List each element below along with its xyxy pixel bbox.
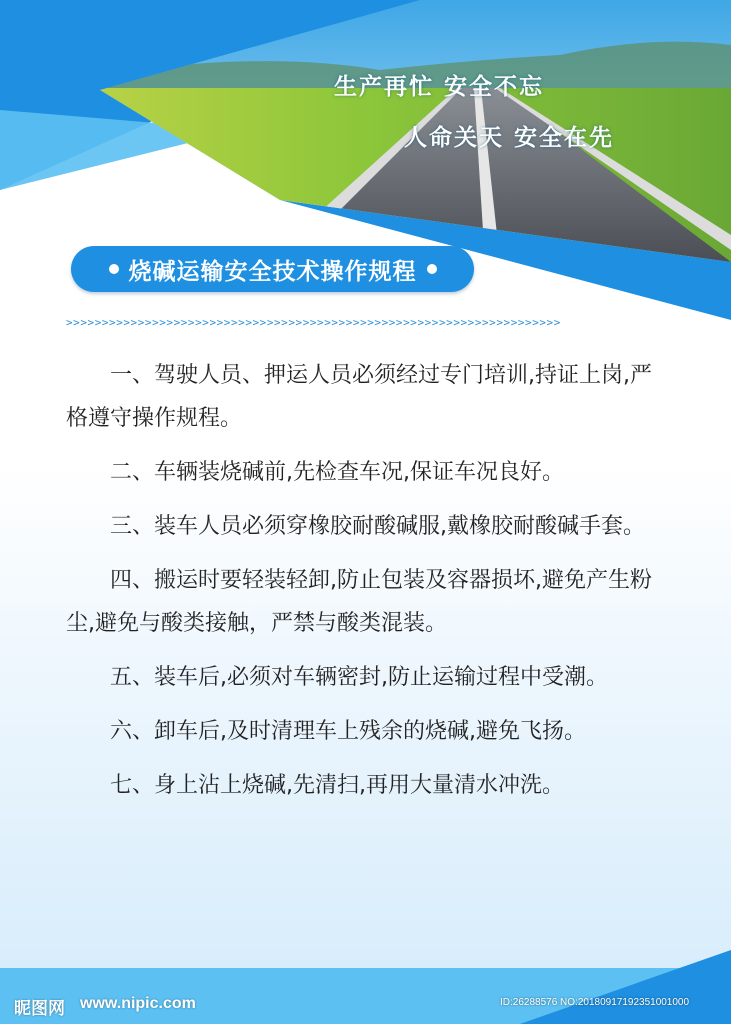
- rule-item: 四、搬运时要轻装轻卸,防止包装及容器损坏,避免产生粉尘,避免与酸类接触，严禁与酸类混装。: [66, 568, 652, 636]
- rule-item: 二、车辆装烧碱前,先检查车况,保证车况良好。: [110, 460, 564, 485]
- watermark-logo: 昵图网: [14, 999, 65, 1019]
- watermark-id: ID:26288576 NO:20180917192351001000: [500, 997, 690, 1008]
- slogan-line-1: 生产再忙 安全不忘: [334, 74, 545, 100]
- title-banner: [71, 246, 474, 292]
- bullet-dot-icon: [109, 264, 119, 274]
- rule-item: 七、身上沾上烧碱,先清扫,再用大量清水冲洗。: [110, 773, 564, 798]
- rule-item: 五、装车后,必须对车辆密封,防止运输过程中受潮。: [110, 665, 608, 690]
- arrow-separator: >>>>>>>>>>>>>>>>>>>>>>>>>>>>>>>>>>>>>>>>>>>>>>>>>>>>>>>>>>>>>>>>>>>>>: [66, 316, 561, 329]
- watermark-url: www.nipic.com: [80, 995, 196, 1012]
- page-title: 烧碱运输安全技术操作规程: [128, 258, 417, 285]
- rule-item: 一、驾驶人员、押运人员必须经过专门培训,持证上岗,严格遵守操作规程。: [66, 363, 652, 431]
- slogan-line-2: 人命关天 安全在先: [404, 125, 615, 151]
- rules-list: [66, 354, 666, 818]
- rule-item: 三、装车人员必须穿橡胶耐酸碱服,戴橡胶耐酸碱手套。: [110, 514, 645, 539]
- bullet-dot-icon: [427, 264, 437, 274]
- rule-item: 六、卸车后,及时清理车上残余的烧碱,避免飞扬。: [110, 719, 586, 744]
